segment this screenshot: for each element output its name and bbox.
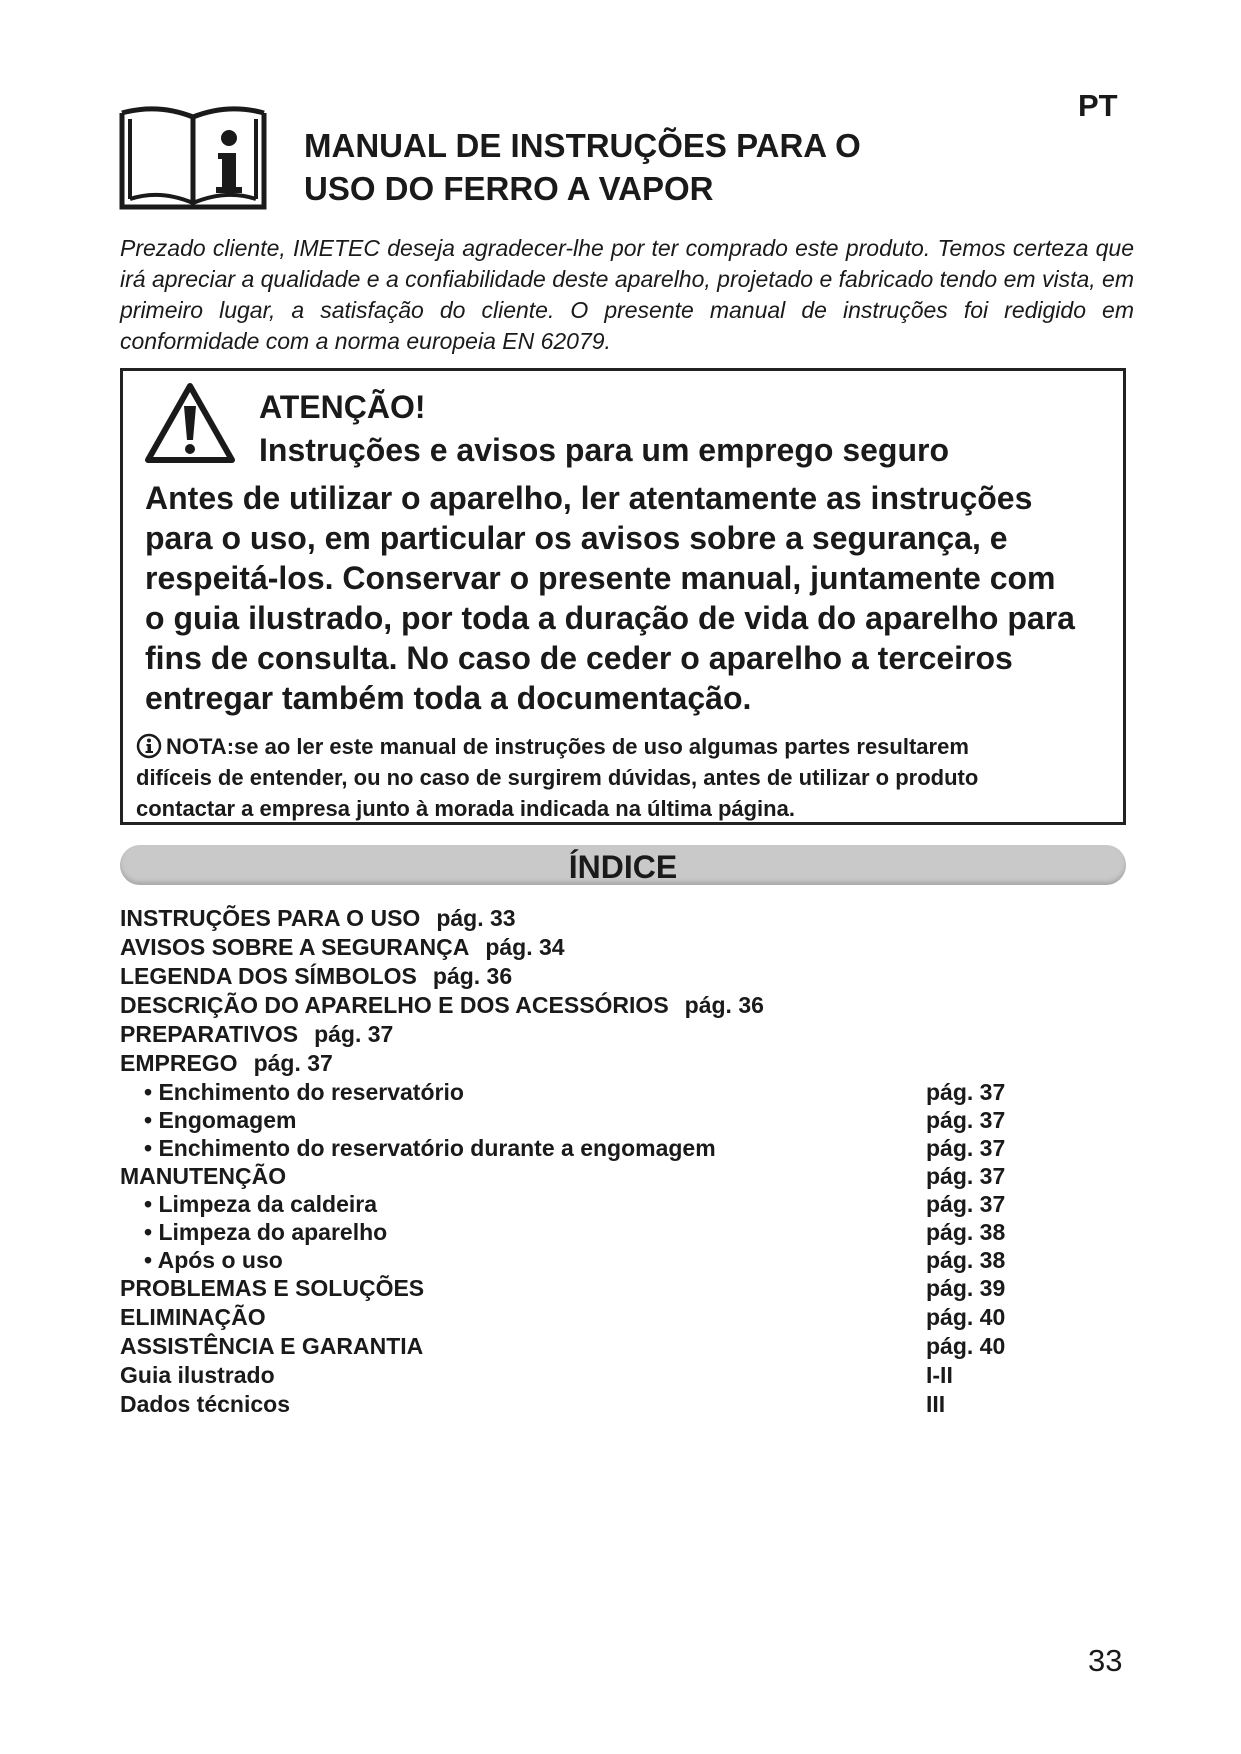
- toc-entry[interactable]: [120, 1134, 1120, 1162]
- toc-entry[interactable]: [120, 1274, 1120, 1303]
- toc-entry[interactable]: [120, 1020, 1120, 1049]
- toc-label: • Engomagem: [144, 1107, 297, 1133]
- toc-entry[interactable]: [120, 1190, 1120, 1218]
- warning-body: [145, 478, 1145, 718]
- toc-entry[interactable]: [120, 1246, 1120, 1274]
- toc-label: INSTRUÇÕES PARA O USO: [120, 905, 421, 931]
- language-code: PT: [1078, 88, 1118, 123]
- title-line-1: MANUAL DE INSTRUÇÕES PARA O: [304, 127, 861, 164]
- toc-entry[interactable]: [120, 933, 1120, 962]
- toc-label: EMPREGO: [120, 1050, 238, 1076]
- toc-page: pág. 40: [926, 1304, 1006, 1330]
- table-of-contents: [120, 904, 1120, 1419]
- info-circle-icon: [136, 733, 162, 759]
- warning-body-line: para o uso, em particular os avisos sobre a segurança, e: [145, 520, 1008, 556]
- toc-label: • Enchimento do reservatório durante a engomagem: [144, 1135, 716, 1161]
- toc-entry[interactable]: [120, 1303, 1120, 1332]
- toc-label: ASSISTÊNCIA E GARANTIA: [120, 1333, 424, 1359]
- toc-entry[interactable]: [120, 904, 1120, 933]
- info-book-icon: [118, 103, 268, 215]
- toc-label: PROBLEMAS E SOLUÇÕES: [120, 1275, 425, 1301]
- toc-page: pág. 37: [926, 1163, 1006, 1189]
- toc-entry[interactable]: [120, 1162, 1120, 1190]
- toc-page: pág. 38: [926, 1219, 1006, 1245]
- toc-label: • Limpeza da caldeira: [144, 1191, 378, 1217]
- toc-entry[interactable]: [120, 1218, 1120, 1246]
- toc-label: LEGENDA DOS SÍMBOLOS: [120, 963, 417, 989]
- toc-label: MANUTENÇÃO: [120, 1163, 287, 1189]
- toc-page: pág. 38: [926, 1247, 1006, 1273]
- toc-page: pág. 37: [926, 1107, 1006, 1133]
- title-line-2: USO DO FERRO A VAPOR: [304, 170, 714, 207]
- warning-triangle-icon: [144, 382, 236, 464]
- toc-entry[interactable]: [120, 1106, 1120, 1134]
- toc-label: • Enchimento do reservatório: [144, 1079, 464, 1105]
- toc-label: AVISOS SOBRE A SEGURANÇA: [120, 934, 470, 960]
- toc-label: PREPARATIVOS: [120, 1021, 299, 1047]
- note-line: difíceis de entender, ou no caso de surgirem dúvidas, antes de utilizar o produto: [136, 765, 979, 790]
- toc-entry[interactable]: [120, 1361, 1120, 1390]
- warning-heading: ATENÇÃO!: [259, 389, 426, 425]
- note-label: NOTA:: [166, 734, 235, 759]
- index-title: ÍNDICE: [568, 849, 678, 885]
- toc-label: ELIMINAÇÃO: [120, 1304, 266, 1330]
- toc-page: pág. 37: [314, 1021, 394, 1047]
- toc-page: pág. 37: [926, 1079, 1006, 1105]
- note-line: contactar a empresa junto à morada indicada na última página.: [136, 796, 795, 821]
- page-number: 33: [1088, 1643, 1123, 1678]
- toc-entry[interactable]: [120, 1078, 1120, 1106]
- toc-page: pág. 37: [926, 1191, 1006, 1217]
- toc-page: pág. 39: [926, 1275, 1006, 1301]
- warning-body-line: respeitá-los. Conservar o presente manual, juntamente com: [145, 560, 1056, 596]
- toc-entry[interactable]: [120, 1332, 1120, 1361]
- warning-subheading: Instruções e avisos para um emprego seguro: [259, 432, 950, 468]
- toc-label: DESCRIÇÃO DO APARELHO E DOS ACESSÓRIOS: [120, 992, 669, 1018]
- toc-label: Guia ilustrado: [120, 1362, 275, 1388]
- toc-entry[interactable]: [120, 1049, 1120, 1078]
- toc-page: pág. 33: [436, 905, 516, 931]
- manual-title: [304, 124, 861, 210]
- toc-page: pág. 36: [432, 963, 513, 989]
- warning-body-line: entregar também toda a documentação.: [145, 680, 752, 716]
- note-line: [136, 731, 1126, 762]
- toc-page: pág. 37: [253, 1050, 333, 1076]
- warning-title: [259, 386, 949, 472]
- toc-entry[interactable]: [120, 1390, 1120, 1419]
- toc-page: III: [926, 1391, 946, 1417]
- toc-page: I-II: [926, 1362, 953, 1388]
- warning-body-line: o guia ilustrado, por toda a duração de vida do aparelho para: [145, 600, 1075, 636]
- note-block: [136, 731, 1126, 824]
- toc-page: pág. 40: [926, 1333, 1006, 1359]
- note-text: se ao ler este manual de instruções de uso algumas partes resultarem: [234, 734, 969, 759]
- toc-page: pág. 36: [684, 992, 764, 1018]
- toc-page: pág. 37: [926, 1135, 1006, 1161]
- warning-body-line: fins de consulta. No caso de ceder o aparelho a terceiros: [145, 640, 1013, 676]
- toc-entry[interactable]: [120, 991, 1120, 1020]
- toc-label: • Após o uso: [144, 1247, 283, 1273]
- warning-body-line: Antes de utilizar o aparelho, ler atentamente as instruções: [145, 480, 1033, 516]
- toc-page: pág. 34: [485, 934, 565, 960]
- toc-label: Dados técnicos: [120, 1391, 290, 1417]
- toc-entry[interactable]: [120, 962, 1120, 991]
- toc-label: • Limpeza do aparelho: [144, 1219, 388, 1245]
- intro-paragraph: Prezado cliente, IMETEC deseja agradecer-lhe por ter comprado este produto. Temos certeza que irá apreciar a qualidade e a confiabilidade deste aparelho, projetado e fabricado tendo em vista, em primeiro lugar, a satisfação do cliente. O presente manual de instruções foi redigido em conformidade com a norma europeia EN 62079.: [120, 235, 1134, 354]
